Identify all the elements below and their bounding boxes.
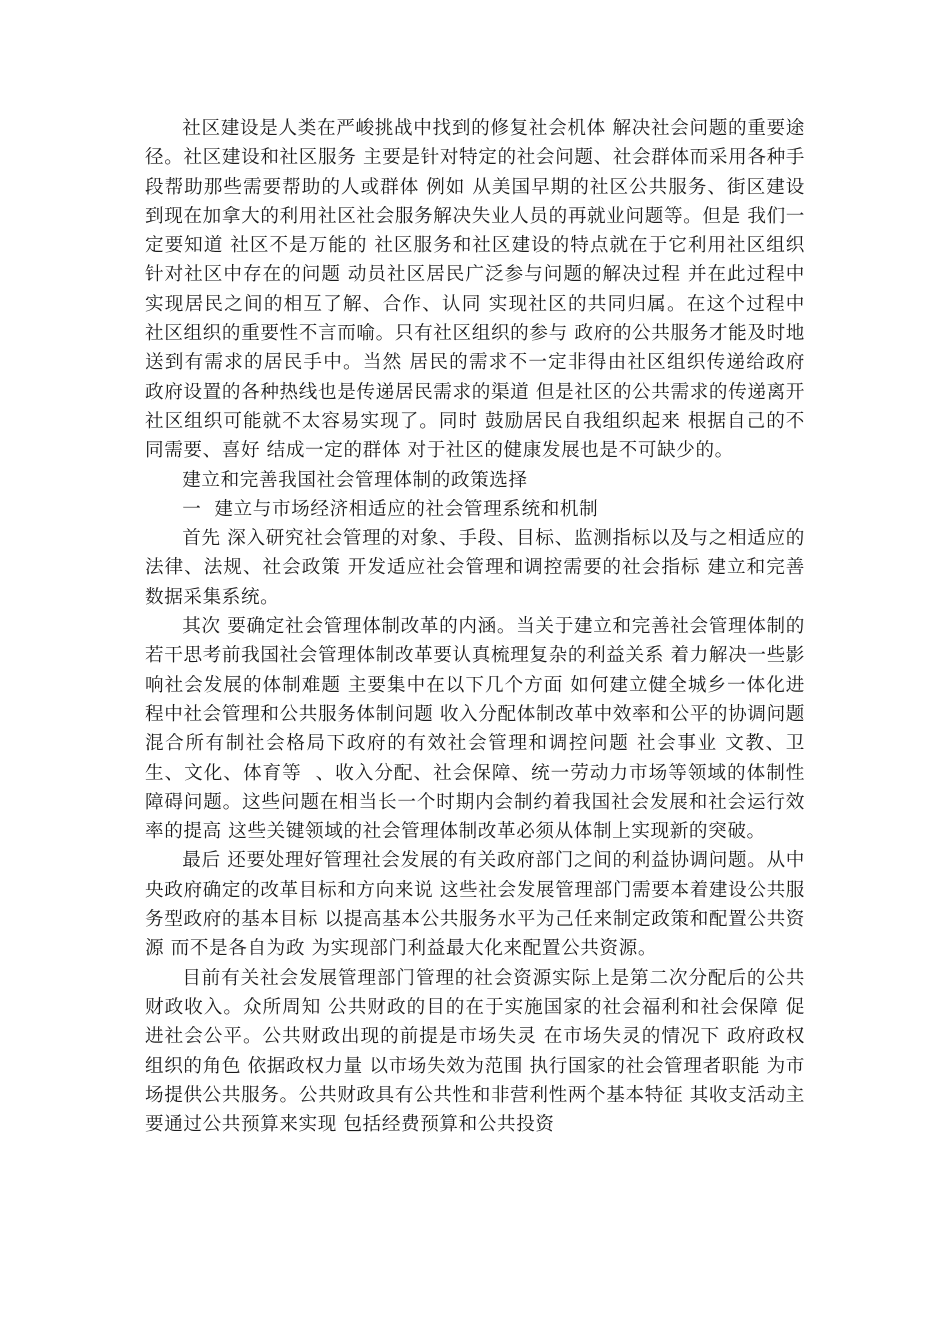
paragraph-second: 其次 要确定社会管理体制改革的内涵。当关于建立和完善社会管理体制的若干思考前我国社会管理体制改革要认真梳理复杂的利益关系 着力解决一些影响社会发展的体制难题 主要集中在以下几个方面 如何建立健全城乡一体化进程中社会管理和公共服务体制问题 收入分配体制改革中效率和公平的协调问题 混合所有制社会格局下政府的有效社会管理和调控问题 社会事业 文教、卫生、文化、体育等 、收入分配、社会保障、统一劳动力市场等领域的体制性障碍问题。这些问题在相当长一个时期内会制约着我国社会发展和社会运行效率的提高 这些关键领域的社会管理体制改革必须从体制上实现新的突破。 bbox=[145, 616, 812, 843]
paragraph-first: 首先 深入研究社会管理的对象、手段、目标、监测指标以及与之相适应的法律、法规、社会政策 开发适应社会管理和调控需要的社会指标 建立和完善数据采集系统。 bbox=[145, 528, 805, 608]
document-page bbox=[145, 114, 812, 1139]
section-heading: 建立和完善我国社会管理体制的政策选择 bbox=[182, 469, 528, 491]
subsection-heading: 一 建立与市场经济相适应的社会管理系统和机制 bbox=[182, 498, 599, 520]
paragraph-public-finance: 目前有关社会发展管理部门管理的社会资源实际上是第二次分配后的公共财政收入。众所周知 公共财政的目的在于实施国家的社会福利和社会保障 促进社会公平。公共财政出现的前提是市场失灵 在市场失灵的情况下 政府政权组织的角色 依据政权力量 以市场失效为范围 执行国家的社会管理者职能 为市场提供公共服务。公共财政具有公共性和非营利性两个基本特征 其收支活动主要通过公共预算来实现 包括经费预算和公共投资 bbox=[145, 967, 805, 1136]
paragraph-community-building: 社区建设是人类在严峻挑战中找到的修复社会机体 解决社会问题的重要途径。社区建设和社区服务 主要是针对特定的社会问题、社会群体而采用各种手段帮助那些需要帮助的人或群体 例如 从美国早期的社区公共服务、街区建设 到现在加拿大的利用社区社会服务解决失业人员的再就业问题等。但是 我们一定要知道 社区不是万能的 社区服务和社区建设的特点就在于它利用社区组织 针对社区中存在的问题 动员社区居民广泛参与问题的解决过程 并在此过程中 实现居民之间的相互了解、合作、认同 实现社区的共同归属。在这个过程中 社区组织的重要性不言而喻。只有社区组织的参与 政府的公共服务才能及时地送到有需求的居民手中。当然 居民的需求不一定非得由社区组织传递给政府 政府设置的各种热线也是传递居民需求的渠道 但是社区的公共需求的传递离开社区组织可能就不太容易实现了。同时 鼓励居民自我组织起来 根据自己的不同需要、喜好 结成一定的群体 对于社区的健康发展也是不可缺少的。 bbox=[145, 118, 812, 462]
paragraph-last: 最后 还要处理好管理社会发展的有关政府部门之间的利益协调问题。从中央政府确定的改革目标和方向来说 这些社会发展管理部门需要本着建设公共服务型政府的基本目标 以提高基本公共服务水平为己任来制定政策和配置公共资源 而不是各自为政 为实现部门利益最大化来配置公共资源。 bbox=[145, 850, 805, 960]
